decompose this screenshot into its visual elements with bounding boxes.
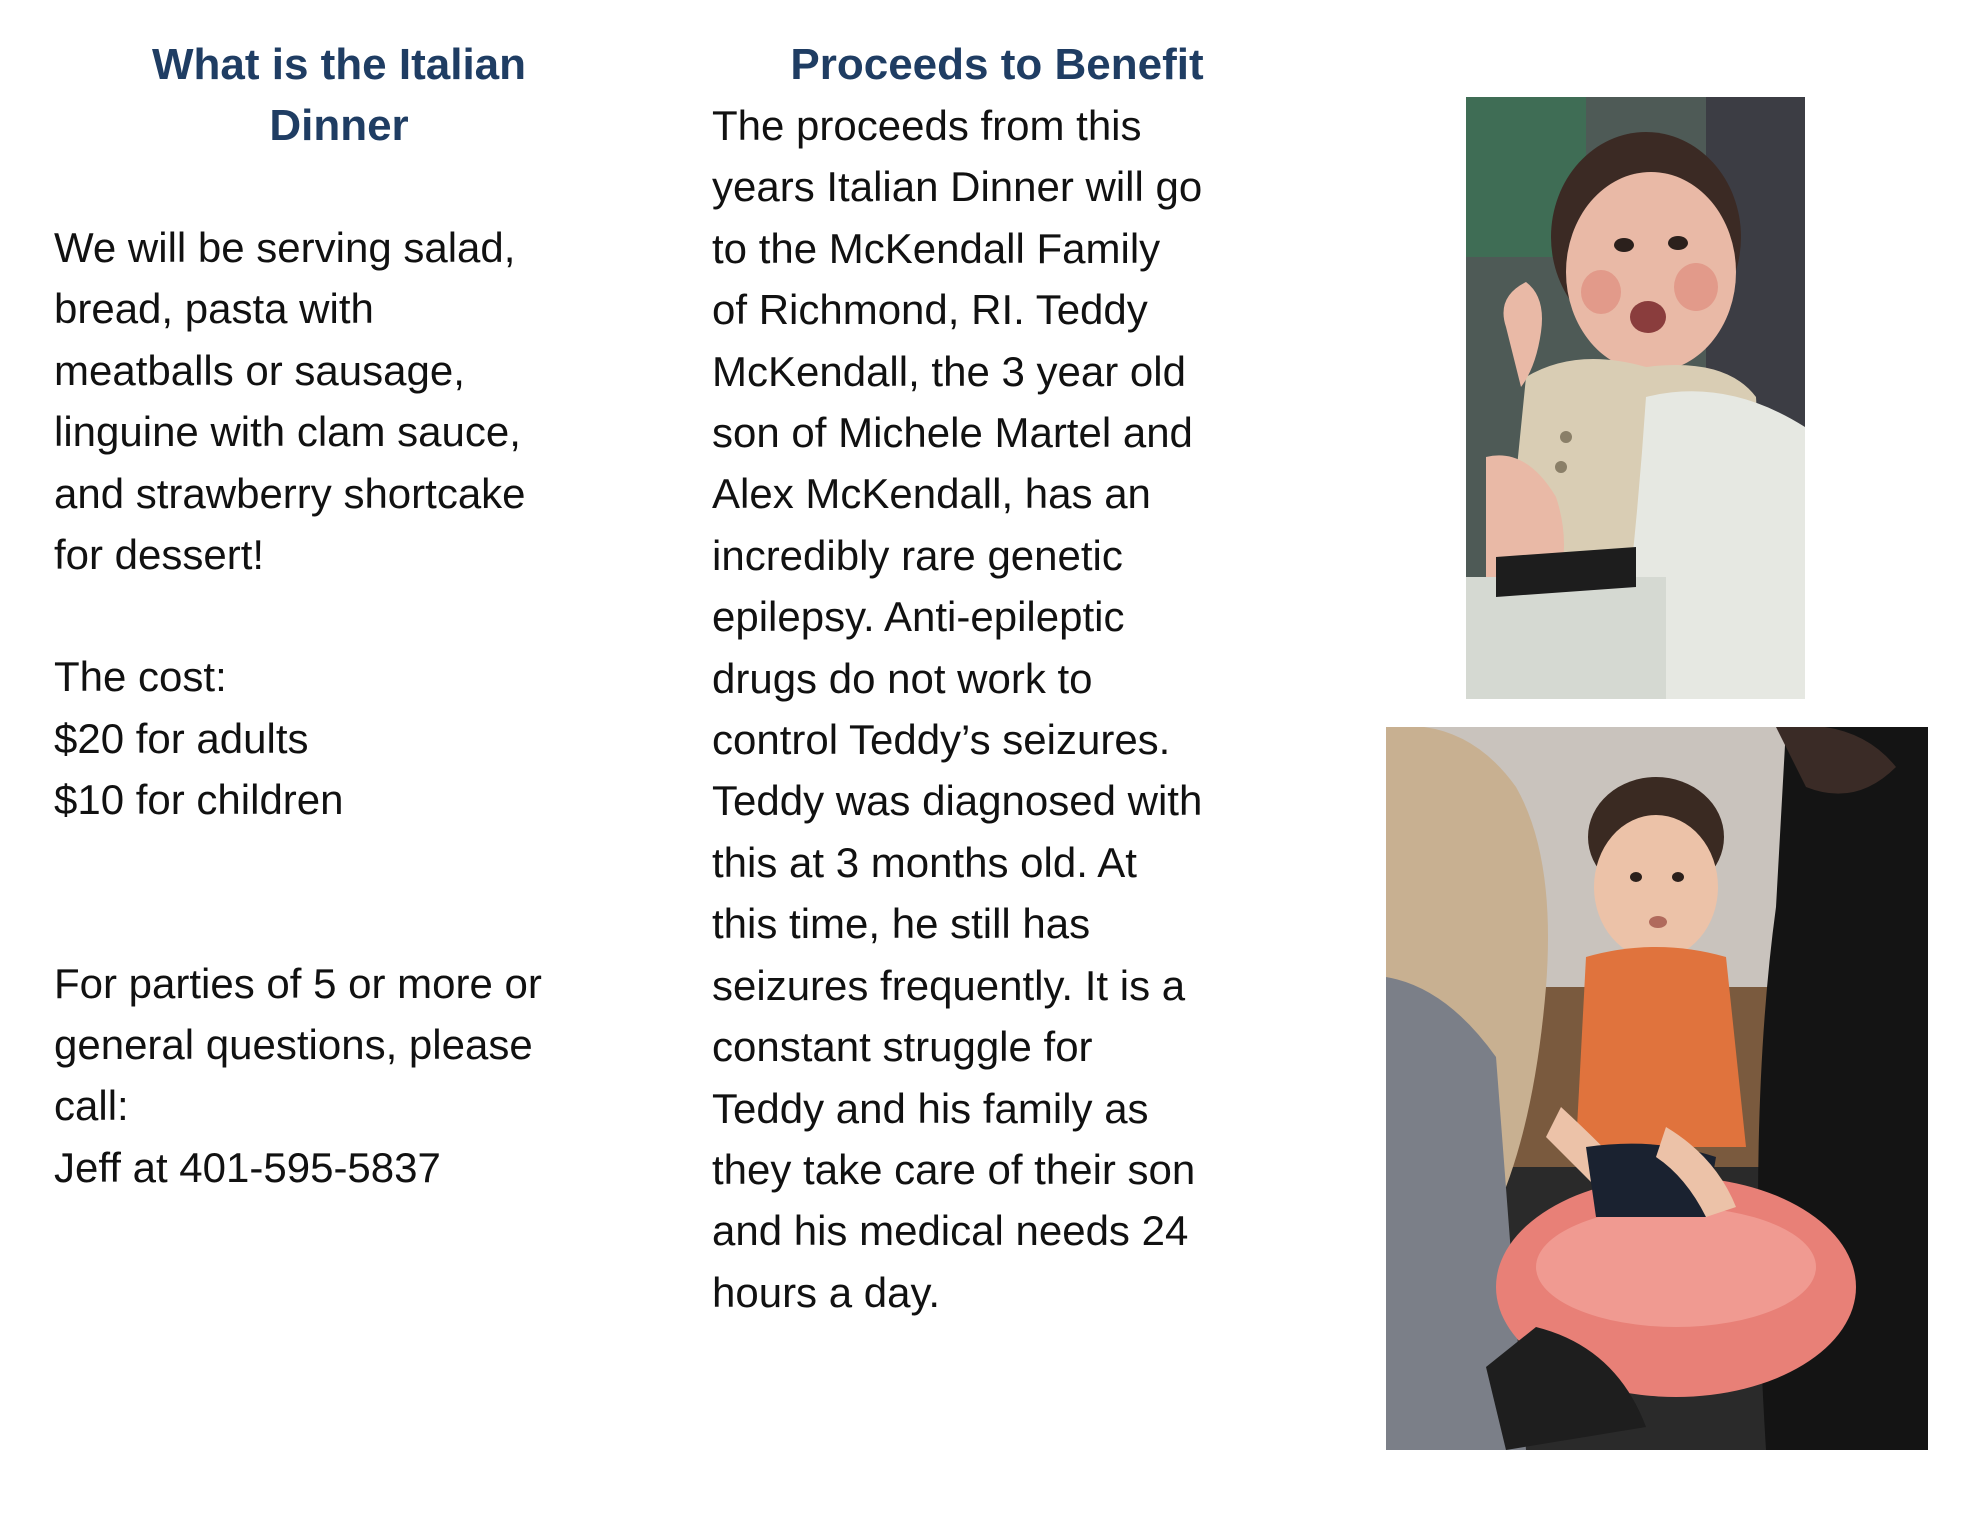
therapy-session-illustration [1386,727,1928,1450]
left-column [54,34,644,1198]
middle-column [712,34,1312,1323]
proceeds-description: The proceeds from this years Italian Dinner will go to the McKendall Family of Richmond, RI. Teddy McKendall, the 3 year old son of Michele Martel and Alex McKendall, has an incredibly rare genetic epilepsy. Anti-epileptic drugs do not work to control Teddy’s seizures. Teddy was diagnosed with this at 3 months old. At this time, he still has seizures frequently. It is a constant struggle for Teddy and his family as they take care of their son and his medical needs 24 hours a day. [712,102,1203,1316]
child-portrait-illustration [1466,97,1805,699]
dinner-heading: What is the Italian Dinner [151,40,527,150]
therapy-session-photo [1386,727,1928,1450]
contact-info: For parties of 5 or more or general questions, please call: Jeff at 401-595-5837 [54,959,542,1191]
cost-info: The cost: $20 for adults $10 for children [54,653,344,824]
proceeds-heading: Proceeds to Benefit [790,40,1204,89]
child-portrait-photo [1466,97,1805,699]
menu-description: We will be serving salad, bread, pasta with meatballs or sausage, linguine with clam sauce, and strawberry shortcake for dessert! [54,224,526,579]
